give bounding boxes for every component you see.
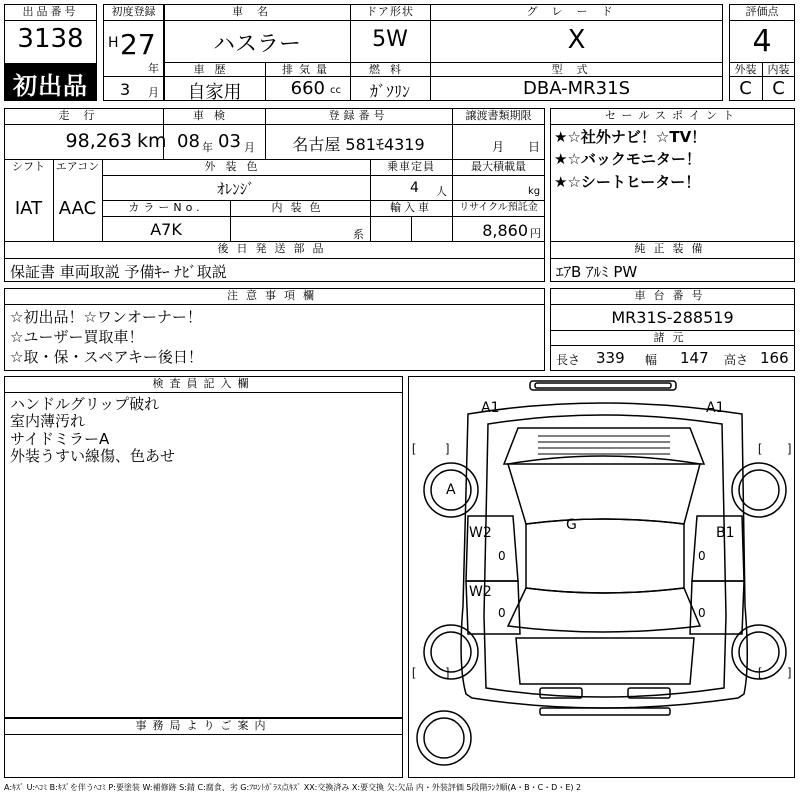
sales-point-2: ★☆バックモニター！ — [554, 150, 701, 168]
sales-point-3: ★☆シートヒーター！ — [554, 173, 701, 191]
inspector-note-4: 外装うすい線傷、色あせ — [10, 447, 176, 465]
mark-left-front-door: W2 — [469, 525, 492, 541]
legend-text: A:ｷｽﾞ U:ﾍｺﾐ B:ｷｽﾞを伴うﾍｺﾐ P:要塗装 W:補修跡 S:錆 C:腐食、劣 G:ﾌﾛﾝﾄｶﾞﾗｽ点ｷｽﾞ XX:交換済み X:要交換 欠:欠品 内・外装評価 5段階ﾗﾝｸ順(A・B・C・D・E) 2 — [4, 783, 582, 792]
width-value: 147 — [680, 349, 709, 367]
caution-line-1: ☆初出品！☆ワンオーナー！ — [10, 308, 202, 326]
grade: X — [567, 25, 586, 55]
inspector-note-1: ハンドルグリップ破れ — [10, 395, 160, 413]
caution-line-3: ☆取・保・スペアキー後日！ — [10, 348, 203, 366]
mark-left-front-wheel: A — [446, 482, 456, 498]
shift-type: IAT — [14, 198, 43, 219]
plate-label: 登録番号 — [328, 109, 389, 122]
interior-grade-label: 内装 — [767, 63, 790, 76]
exterior-grade: C — [739, 78, 752, 99]
capacity-label: 乗車定員 — [387, 160, 435, 173]
interior-color-label: 内装色 — [271, 201, 329, 214]
year-unit: 年 — [148, 62, 159, 75]
fuel-label: 燃料 — [369, 63, 411, 76]
inspection-year: 08 — [177, 131, 200, 152]
history-label: 車歴 — [193, 63, 236, 76]
max-load-label: 最大積載量 — [471, 160, 526, 173]
mark-left-rear-door: W2 — [469, 584, 492, 600]
inspection-year-unit: 年 — [202, 141, 213, 154]
capacity-unit: 人 — [436, 185, 447, 198]
later-items-label: 後日発送部品 — [217, 242, 332, 255]
office-notes-label: 事務局よりご案内 — [135, 719, 272, 732]
displacement: 660 — [290, 78, 325, 99]
mileage-unit: km — [137, 130, 167, 152]
vehicle-history: 自家用 — [187, 82, 242, 103]
length-value: 339 — [596, 349, 625, 367]
mark-zero-2: 0 — [498, 606, 506, 620]
svg-text:]: ] — [446, 665, 450, 679]
door-type-label: ドア形状 — [366, 5, 414, 18]
month-unit: 月 — [148, 86, 159, 99]
mileage-label: 走行 — [58, 109, 109, 122]
svg-text:]: ] — [788, 665, 792, 679]
lot-number: 3138 — [17, 24, 84, 54]
displacement-label: 排気量 — [282, 63, 333, 76]
chassis-number: MR31S-288519 — [611, 308, 734, 327]
inspector-note-2: 室内薄汚れ — [10, 412, 86, 430]
genuine-equipment-text: ｴｱB ｱﾙﾐ PW — [556, 263, 638, 281]
inspector-label: 検査員記入欄 — [152, 377, 255, 390]
fuel-type: ｶﾞｿﾘﾝ — [369, 82, 410, 101]
lot-number-label: 出品番号 — [22, 5, 79, 18]
exterior-grade-label: 外装 — [734, 63, 757, 76]
mark-zero-1: 0 — [498, 549, 506, 563]
inspector-note-3: サイドミラーA — [10, 430, 110, 448]
interior-color-unit: 系 — [353, 228, 364, 241]
color-number: A7K — [150, 220, 182, 239]
width-label: 幅 — [645, 353, 658, 367]
car-name: ハスラー — [212, 32, 301, 57]
svg-text:]: ] — [788, 441, 792, 455]
inspection-label: 車検 — [193, 109, 235, 122]
first-registration-year: 27 — [120, 28, 156, 61]
mark-front-left: A1 — [481, 400, 500, 416]
displacement-unit: cc — [330, 85, 341, 96]
transfer-day-unit: 日 — [528, 140, 541, 154]
car-name-label: 車名 — [232, 5, 282, 18]
dimensions-label: 諸元 — [653, 331, 692, 344]
import-label: 輸入車 — [390, 201, 432, 214]
height-value: 166 — [760, 349, 789, 367]
mileage: 98,263 — [65, 130, 132, 152]
grade-label: グレード — [526, 5, 627, 18]
exterior-color: ｵﾚﾝｼﾞ — [217, 180, 255, 198]
model-code-label: 型式 — [551, 63, 602, 76]
svg-text:[: [ — [758, 665, 762, 679]
score-label: 評価点 — [745, 5, 779, 18]
era-prefix: H — [108, 35, 119, 51]
inspection-month-unit: 月 — [244, 141, 255, 154]
transfer-deadline-label: 譲渡書類期限 — [465, 109, 532, 122]
svg-text:[: [ — [412, 441, 416, 455]
svg-text:[: [ — [412, 665, 416, 679]
first-listing-badge-text: 初出品 — [13, 72, 88, 100]
mark-front-right: A1 — [706, 400, 725, 416]
sales-points-label: セールスポイント — [604, 109, 740, 122]
recycle-deposit-unit: 円 — [530, 227, 541, 240]
car-diagram — [408, 376, 795, 778]
length-label: 長さ — [556, 353, 581, 367]
caution-label: 注意事項欄 — [227, 289, 322, 302]
recycle-deposit: 8,860 — [482, 221, 528, 240]
model-code: DBA-MR31S — [523, 78, 630, 99]
exterior-color-label: 外装色 — [204, 160, 268, 173]
sales-point-1: ★☆社外ナビ！☆TV！ — [554, 128, 707, 146]
ac-label: エアコン — [55, 160, 100, 173]
later-items-text: 保証書 車両取説 予備ｷｰ ﾅﾋﾞ取説 — [10, 263, 227, 281]
transfer-month-unit: 月 — [492, 140, 505, 154]
door-type: 5W — [372, 27, 408, 52]
capacity: 4 — [410, 180, 419, 196]
recycle-deposit-label: リサイクル預託金 — [459, 202, 538, 213]
interior-grade: C — [772, 78, 785, 99]
first-registration-month: 3 — [120, 80, 131, 99]
chassis-number-label: 車台番号 — [634, 289, 711, 302]
mark-right-front-door: B1 — [716, 525, 735, 541]
height-label: 高さ — [724, 353, 749, 367]
mark-zero-4: 0 — [698, 606, 706, 620]
overall-score: 4 — [752, 24, 772, 59]
genuine-equipment-label: 純正装備 — [634, 242, 711, 255]
color-number-label: カラーNo. — [128, 201, 204, 214]
inspection-month: 03 — [218, 131, 241, 152]
ac-type: AAC — [58, 198, 97, 219]
svg-text:[: [ — [758, 441, 762, 455]
mark-zero-3: 0 — [698, 549, 706, 563]
mark-roof: G — [566, 517, 577, 533]
svg-text:]: ] — [446, 441, 450, 455]
registration-plate: 名古屋 581ﾓ4319 — [292, 135, 425, 154]
caution-line-2: ☆ユーザー買取車！ — [10, 328, 144, 346]
max-load-unit: kg — [528, 186, 541, 197]
first-registration-label: 初度登録 — [111, 5, 156, 18]
shift-label: シフト — [12, 160, 45, 173]
